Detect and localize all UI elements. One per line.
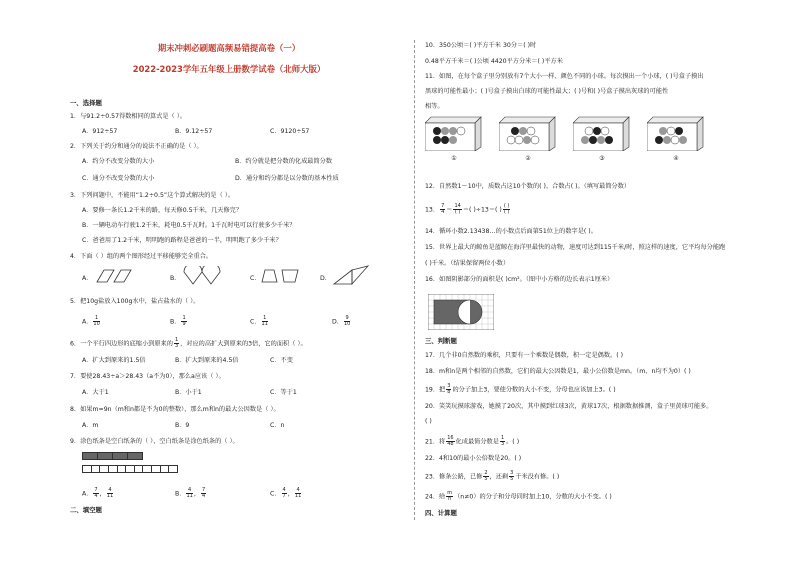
strip-segment bbox=[98, 453, 113, 459]
ball-box-3 bbox=[573, 115, 631, 151]
strip-segment bbox=[135, 466, 144, 472]
shaded-area-grid-figure bbox=[428, 294, 494, 330]
box-label-3: ③ bbox=[599, 155, 605, 162]
shaded-strip bbox=[82, 452, 143, 460]
strip-segment bbox=[126, 466, 135, 472]
q3-option-b: B．一辆电动车行驶1.2千米，耗电0.5千瓦时。1千瓦时电可以行驶多少千米？ bbox=[82, 222, 296, 229]
strip-segment bbox=[169, 466, 177, 472]
strip-segment bbox=[128, 453, 142, 459]
q2-option-d: D．通分和约分都是以分数的基本性质 bbox=[235, 175, 339, 182]
q1-option-b: B．9.12÷57 bbox=[175, 128, 213, 135]
question-1: 1．与91.2÷0.57得数相同的算式是（ ）。 bbox=[70, 113, 186, 120]
exam-title: 期末冲刺必刷题高频易错提高卷（一） bbox=[157, 43, 301, 53]
question-17: 17．几个非0自然数的乘积，只要有一个乘数是偶数，积一定是偶数。( ) bbox=[425, 352, 624, 359]
box-label-1: ① bbox=[451, 155, 457, 162]
question-19: 19．把 $\frac{3}{8}$ 的分子加上3，要使分数的大小不变，分母也应该加上3。( ) bbox=[425, 383, 616, 395]
box-label-2: ② bbox=[525, 155, 531, 162]
strip-segment bbox=[143, 466, 152, 472]
q3-option-a: A．要修一条长1.2千米的路，每天修0.5千米，几天修完？ bbox=[82, 207, 243, 214]
q4-fans-figure bbox=[180, 266, 224, 286]
question-3: 3．下列问题中，不能用“1.2÷0.5”这个算式解决的是（ ）。 bbox=[70, 192, 235, 199]
strip-segment bbox=[113, 453, 128, 459]
column-divider bbox=[414, 40, 415, 520]
strip-segment bbox=[152, 466, 161, 472]
question-20b: ( ) bbox=[425, 418, 432, 425]
question-11b: 黑球的可能性最小；( )号盒子摸出白球的可能性最大；( )号和( )号盒子摸出灰球的可能性 bbox=[425, 88, 669, 95]
question-10a: 10．350公顷＝( )平方千米 30分＝( )时 bbox=[425, 42, 537, 49]
question-20a: 20．笑笑玩摸球游戏，她摸了20次，其中摸到红球3次，黄球17次，根据数据推测，盒子里黄球可能多。 bbox=[425, 403, 713, 410]
q2-option-c: C．通分不改变分数的大小 bbox=[82, 175, 155, 182]
question-11c: 相等。 bbox=[425, 103, 444, 110]
q5-option-a: A． $\frac{1}{10}$ bbox=[82, 315, 100, 327]
strip-segment bbox=[92, 466, 101, 472]
question-10b: 0.48平方千米＝( )公顷 4420平方分米＝( )平方米 bbox=[425, 58, 563, 65]
question-21: 21．将 $\frac{16}{48}$ 化成最简分数是 $\frac{1}{3}$ 。( ) bbox=[425, 435, 520, 447]
q7-option-c: C．等于1 bbox=[270, 389, 297, 396]
question-16: 16．如图阴影部分的面积是( )cm²。（图中小方格的边长表示1厘米） bbox=[425, 276, 614, 283]
q4-parallelograms-figure bbox=[92, 268, 136, 284]
q5-option-b: B． $\frac{1}{9}$ bbox=[170, 315, 186, 327]
section-heading-judge: 三、判断题 bbox=[425, 337, 457, 345]
q3-option-c: C．爸爸用了1.2千米，明明跑的路程是爸爸的一半，明明跑了多少千米？ bbox=[82, 237, 282, 244]
question-9: 9．涂色纸条是空白纸条的（ ），空白纸条是涂色纸条的（ ）。 bbox=[70, 438, 239, 445]
box-label-4: ④ bbox=[673, 155, 679, 162]
ball-box-2 bbox=[499, 115, 557, 151]
question-18: 18．m和n是两个相邻的自然数，它们的最大公因数是1，最小公倍数是mn。（m、n均不为0）( ) bbox=[425, 368, 691, 375]
ball-box-1 bbox=[425, 115, 483, 151]
q2-option-a: A．约分不改变分数的大小 bbox=[82, 158, 155, 165]
q4-triangles-figure bbox=[332, 264, 372, 286]
strip-segment bbox=[83, 453, 98, 459]
q4-option-c: C． bbox=[250, 275, 261, 282]
question-4: 4．下面（ ）组的两个图形经过平移能够完全重合。 bbox=[70, 253, 213, 260]
q1-option-a: A．912÷57 bbox=[82, 128, 118, 135]
section-heading-choice: 一、选择题 bbox=[70, 99, 102, 107]
q9-option-a: A． $\frac{7}{4}$ ， $\frac{4}{11}$ bbox=[82, 487, 114, 499]
question-6: 6．一个平行四边形的底缩小到原来的 $\frac{1}{3}$ ，对应的高扩大到原来的3倍，它的面积（ ）。 bbox=[70, 337, 307, 349]
exam-subtitle: 2022-2023学年五年级上册数学试卷（北师大版） bbox=[132, 64, 326, 74]
question-2: 2．下列关于约分和通分的说法不正确的是（ ）。 bbox=[70, 143, 203, 150]
q6-option-a: A．扩大到原来的1.5倍 bbox=[82, 357, 146, 364]
strip-segment bbox=[83, 466, 92, 472]
strip-segment bbox=[100, 466, 109, 472]
question-22: 22．4和10的最小公倍数是20。( ) bbox=[425, 455, 522, 462]
question-12: 12．自然数1～10中，质数占这10个数的( )，合数占( )。（填写最简分数） bbox=[425, 183, 631, 190]
q8-option-a: A．m bbox=[82, 422, 99, 429]
q4-option-a: A． bbox=[82, 275, 93, 282]
question-24: 24．给 $\frac{m}{n}$ （n≠0）的分子和分母同时加上10，分数的大小不变。( ) bbox=[425, 490, 612, 502]
right-column bbox=[425, 0, 760, 562]
left-column bbox=[70, 0, 388, 562]
q5-option-c: C． $\frac{1}{11}$ bbox=[250, 315, 268, 327]
q4-option-d: D． bbox=[320, 275, 331, 282]
question-15a: 15．世界上最大的鲸鱼是蓝鲸在海洋里最快的动物，速度可达到115千米/时，照这样的速度，它平均每分能跑 bbox=[425, 244, 726, 251]
strip-segment bbox=[118, 466, 127, 472]
strip-segment bbox=[161, 466, 170, 472]
blank-strip bbox=[82, 465, 178, 473]
section-heading-calc: 四、计算题 bbox=[425, 509, 457, 517]
q7-option-b: B．小于1 bbox=[175, 389, 202, 396]
q7-option-a: A．大于1 bbox=[82, 389, 109, 396]
question-11a: 11．如图，在每个盒子里分别放有7个大小一样、颜色不同的小球。每次摸出一个小球，( )号盒子摸出 bbox=[425, 73, 704, 80]
q4-option-b: B． bbox=[170, 275, 181, 282]
question-7: 7．要使28.43÷a＞28.43（a不为0），那么a应该（ ）。 bbox=[70, 373, 225, 380]
q6-option-b: B．扩大到原来的4.5倍 bbox=[175, 357, 239, 364]
question-5: 5．把10g盐放入100g水中，盐占盐水的（ ）。 bbox=[70, 298, 200, 305]
strip-segment bbox=[109, 466, 118, 472]
q1-option-c: C．9120÷57 bbox=[270, 128, 310, 135]
q9-option-c: C． $\frac{4}{7}$ ， $\frac{4}{11}$ bbox=[270, 487, 302, 499]
question-15b: ( )千米。（结果保留两位小数） bbox=[425, 260, 510, 267]
question-13: 13． $\frac{7}{4}$ ＝ $\frac{14}{( )}$ ＝( )÷13＝( ) $\frac{( )}{( )}$ bbox=[425, 203, 510, 215]
q8-option-b: B．9 bbox=[175, 422, 190, 429]
question-8: 8．如果m=9n（m和n都是不为0的整数），那么m和n的最大公因数是（ ）。 bbox=[70, 406, 280, 413]
q6-option-c: C．不变 bbox=[270, 357, 293, 364]
q4-trapezoids-figure bbox=[260, 268, 304, 284]
q5-option-d: D． $\frac{9}{10}$ bbox=[332, 315, 351, 327]
q8-option-c: C．n bbox=[270, 422, 285, 429]
question-14: 14．循环小数2.13438…的小数点后面第51位上的数字是( )。 bbox=[425, 228, 597, 235]
question-23: 23．修条公路，已修 $\frac{2}{5}$ ，还剩 $\frac{3}{5}$ 千米没有修。( ) bbox=[425, 470, 560, 482]
section-heading-fill: 二、填空题 bbox=[70, 506, 102, 514]
q9-option-b: B． $\frac{4}{11}$ ， $\frac{7}{4}$ bbox=[175, 487, 206, 499]
q2-option-b: B．约分就是把分数的化成最简分数 bbox=[235, 158, 333, 165]
ball-box-4 bbox=[647, 115, 705, 151]
